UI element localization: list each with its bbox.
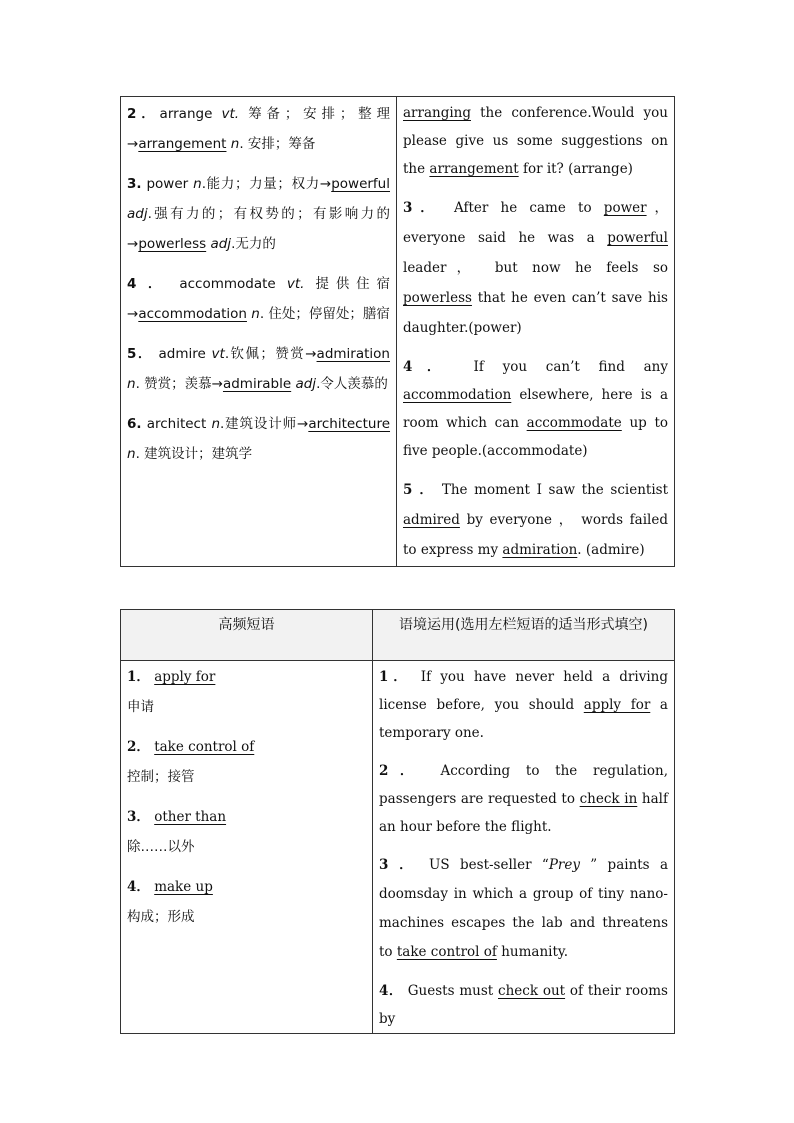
vocab-left-column bbox=[121, 97, 397, 567]
phrase-right-column bbox=[373, 661, 675, 1034]
phrase-item-2: 2． take control of 控制；接管 bbox=[127, 739, 255, 785]
phrase-item-1: 1． apply for 申请 bbox=[127, 669, 216, 715]
answer-blank: accommodation bbox=[403, 387, 512, 403]
phrase-sentence-1: 1． If you have never held a driving license before, you should apply for a temporary one. bbox=[379, 669, 668, 741]
vocabulary-table bbox=[120, 96, 675, 567]
vocab-entry-power: 3. power n.能力；力量；权力→powerful adj.强有力的；有权势的；有影响力的 →powerless adj.无力的 bbox=[127, 176, 390, 252]
answer-blank: powerless bbox=[138, 236, 207, 252]
answer-blank: make up bbox=[154, 879, 213, 895]
phrase-left-column bbox=[121, 661, 373, 1034]
vocab-right-column bbox=[397, 97, 675, 567]
answer-blank: architecture bbox=[308, 416, 391, 432]
answer-blank: powerless bbox=[403, 290, 472, 306]
vocab-entry-arrange: 2．arrange vt. 筹备；安排；整理 →arrangement n. 安排；筹备 bbox=[127, 106, 390, 152]
phrase-item-3: 3． other than 除……以外 bbox=[127, 809, 227, 855]
vocab-entry-admire: 5． admire vt.钦佩；赞赏→admiration n. 赞赏；羡慕→admirable adj.令人羡慕的 bbox=[127, 346, 390, 392]
answer-blank: admiration bbox=[502, 542, 578, 558]
answer-blank: take control of bbox=[154, 739, 255, 755]
answer-blank: power bbox=[603, 200, 647, 216]
phrase-item-4: 4． make up 构成；形成 bbox=[127, 879, 213, 925]
context-sentence-admire: 5 ． The moment I saw the scientist admired by everyone ， words failed to express my admiration. (admire) bbox=[403, 482, 668, 558]
answer-blank: apply for bbox=[154, 669, 216, 685]
answer-blank: take control of bbox=[396, 944, 497, 960]
phrase-sentence-2: 2． According to the regulation, passengers are requested to check in half an hour before the flight. bbox=[379, 763, 668, 835]
answer-blank: accommodate bbox=[526, 415, 622, 431]
answer-blank: admired bbox=[403, 512, 460, 528]
answer-blank: apply for bbox=[583, 697, 651, 713]
answer-blank: arranging bbox=[403, 105, 471, 121]
phrase-header-left: 高频短语 bbox=[121, 610, 373, 661]
answer-blank: arrangement bbox=[429, 161, 519, 177]
context-sentence-arrange: arranging the conference.Would you please give us some suggestions on the arrangement for it? (arrange) bbox=[403, 105, 668, 177]
answer-blank: arrangement bbox=[138, 136, 227, 152]
answer-blank: other than bbox=[154, 809, 227, 825]
context-sentence-power: 3． After he came to power， everyone said he was a powerful leader， but now he feels so powerless that he even can’t save his daughter.(power) bbox=[403, 200, 668, 336]
answer-blank: admiration bbox=[316, 346, 390, 362]
context-sentence-accommodate: 4． If you can’t find any accommodation elsewhere, here is a room which can accommodate up to five people.(accommodate) bbox=[403, 359, 668, 459]
phrase-table bbox=[120, 609, 675, 1034]
answer-blank: admirable bbox=[222, 376, 292, 392]
answer-blank: check in bbox=[579, 791, 638, 807]
answer-blank: powerful bbox=[331, 176, 390, 192]
phrase-header-right: 语境运用(选用左栏短语的适当形式填空) bbox=[373, 610, 675, 661]
vocab-entry-architect: 6. architect n.建筑设计师→architecture n. 建筑设计；建筑学 bbox=[127, 416, 391, 462]
answer-blank: powerful bbox=[607, 230, 668, 246]
phrase-sentence-3: 3 ． US best-seller “Prey ” paints a doomsday in which a group of tiny nano-machines escapes the lab and threatens to take control of humanity. bbox=[379, 857, 669, 960]
answer-blank: accommodation bbox=[138, 306, 247, 322]
vocab-entry-accommodate: 4 ． accommodate vt. 提供住宿 →accommodation n. 住处；停留处；膳宿 bbox=[127, 276, 390, 322]
phrase-sentence-4: 4． Guests must check out of their rooms by bbox=[379, 983, 668, 1027]
answer-blank: check out bbox=[498, 983, 566, 999]
